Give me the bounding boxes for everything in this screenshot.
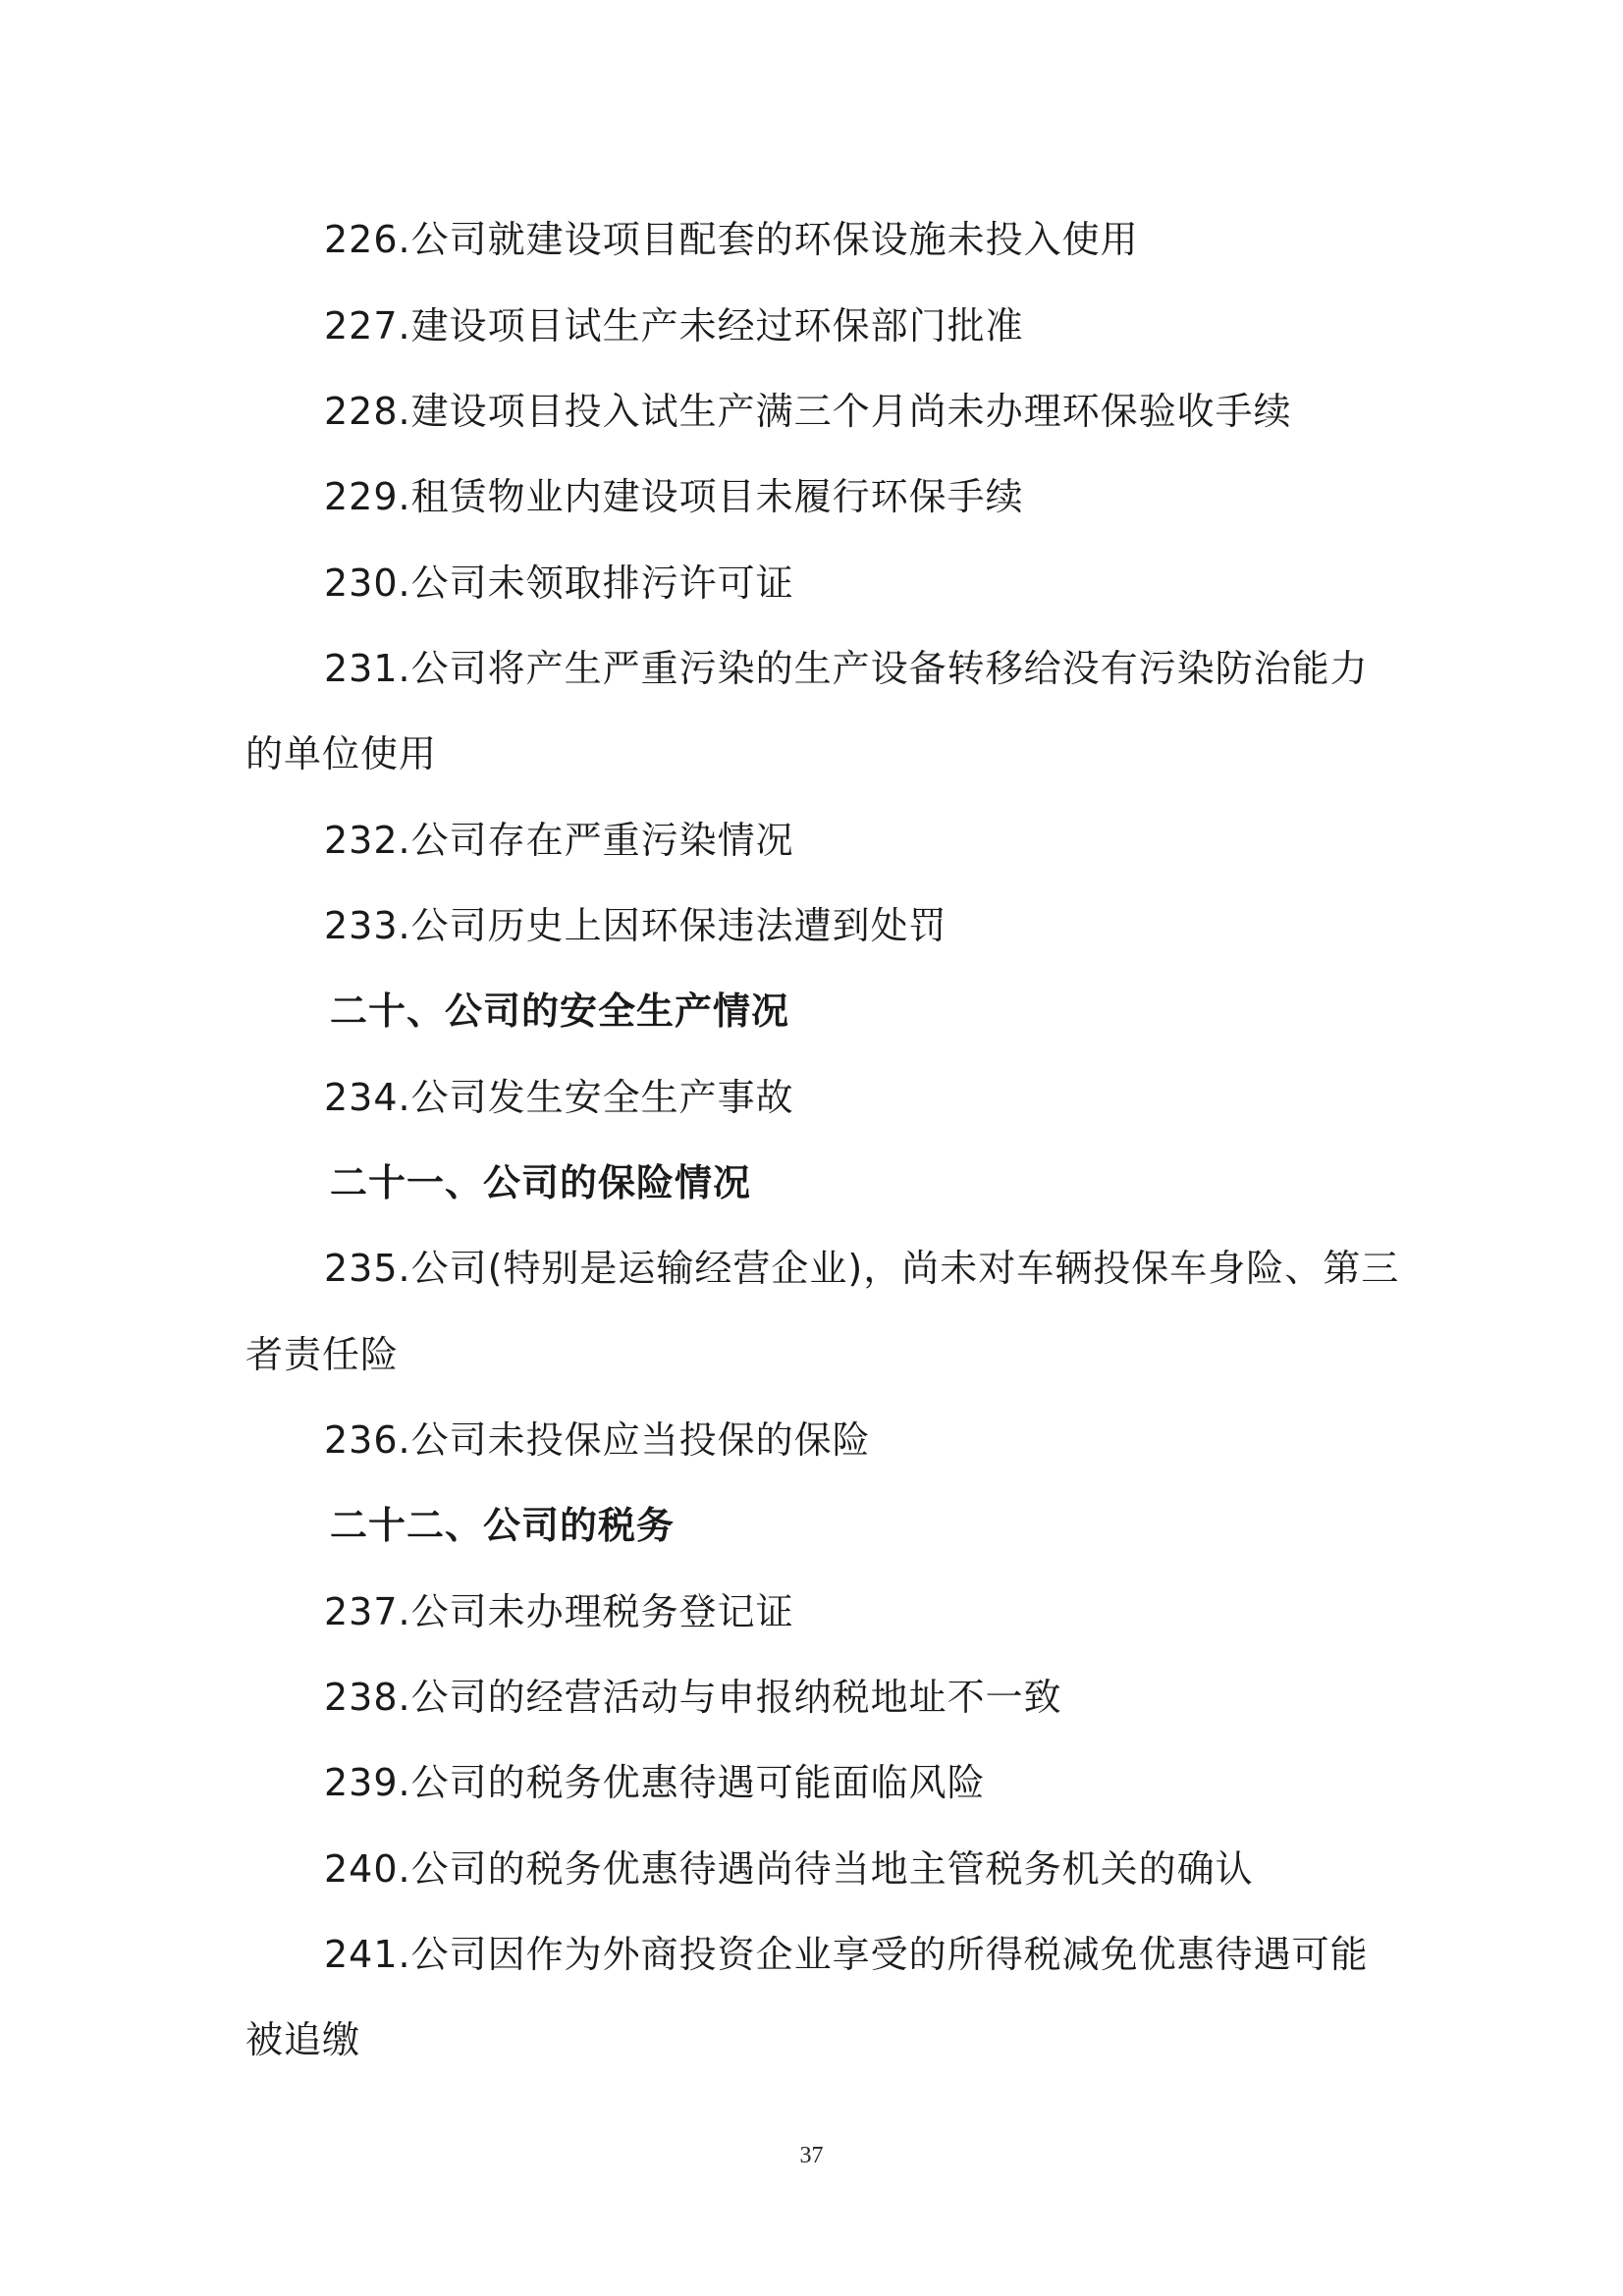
page-number: 37: [799, 2143, 824, 2168]
item-230: 230.公司未领取排污许可证: [324, 561, 794, 605]
item-231-continuation: 的单位使用: [245, 732, 438, 775]
item-232: 232.公司存在严重污染情况: [324, 819, 794, 862]
item-231: 231.公司将产生严重污染的生产设备转移给没有污染防治能力: [324, 647, 1369, 690]
item-226: 226.公司就建设项目配套的环保设施未投入使用: [324, 218, 1139, 261]
item-236: 236.公司未投保应当投保的保险: [324, 1418, 871, 1462]
item-235-continuation: 者责任险: [245, 1333, 400, 1376]
item-240: 240.公司的税务优惠待遇尚待当地主管税务机关的确认: [324, 1847, 1254, 1891]
item-234: 234.公司发生安全生产事故: [324, 1076, 794, 1119]
item-235: 235.公司(特别是运输经营企业)，尚未对车辆投保车身险、第三: [324, 1247, 1400, 1290]
item-238: 238.公司的经营活动与申报纳税地址不一致: [324, 1676, 1062, 1719]
item-239: 239.公司的税务优惠待遇可能面临风险: [324, 1761, 986, 1804]
item-227: 227.建设项目试生产未经过环保部门批准: [324, 304, 1024, 347]
item-237: 237.公司未办理税务登记证: [324, 1590, 794, 1633]
section-heading-21: 二十一、公司的保险情况: [330, 1161, 752, 1204]
item-229: 229.租赁物业内建设项目未履行环保手续: [324, 475, 1024, 518]
section-heading-22: 二十二、公司的税务: [330, 1504, 676, 1547]
item-241-continuation: 被追缴: [245, 2018, 361, 2061]
item-228: 228.建设项目投入试生产满三个月尚未办理环保验收手续: [324, 390, 1292, 433]
item-241: 241.公司因作为外商投资企业享受的所得税减免优惠待遇可能: [324, 1933, 1369, 1976]
item-233: 233.公司历史上因环保违法遭到处罚: [324, 904, 947, 947]
section-heading-20: 二十、公司的安全生产情况: [330, 989, 790, 1033]
